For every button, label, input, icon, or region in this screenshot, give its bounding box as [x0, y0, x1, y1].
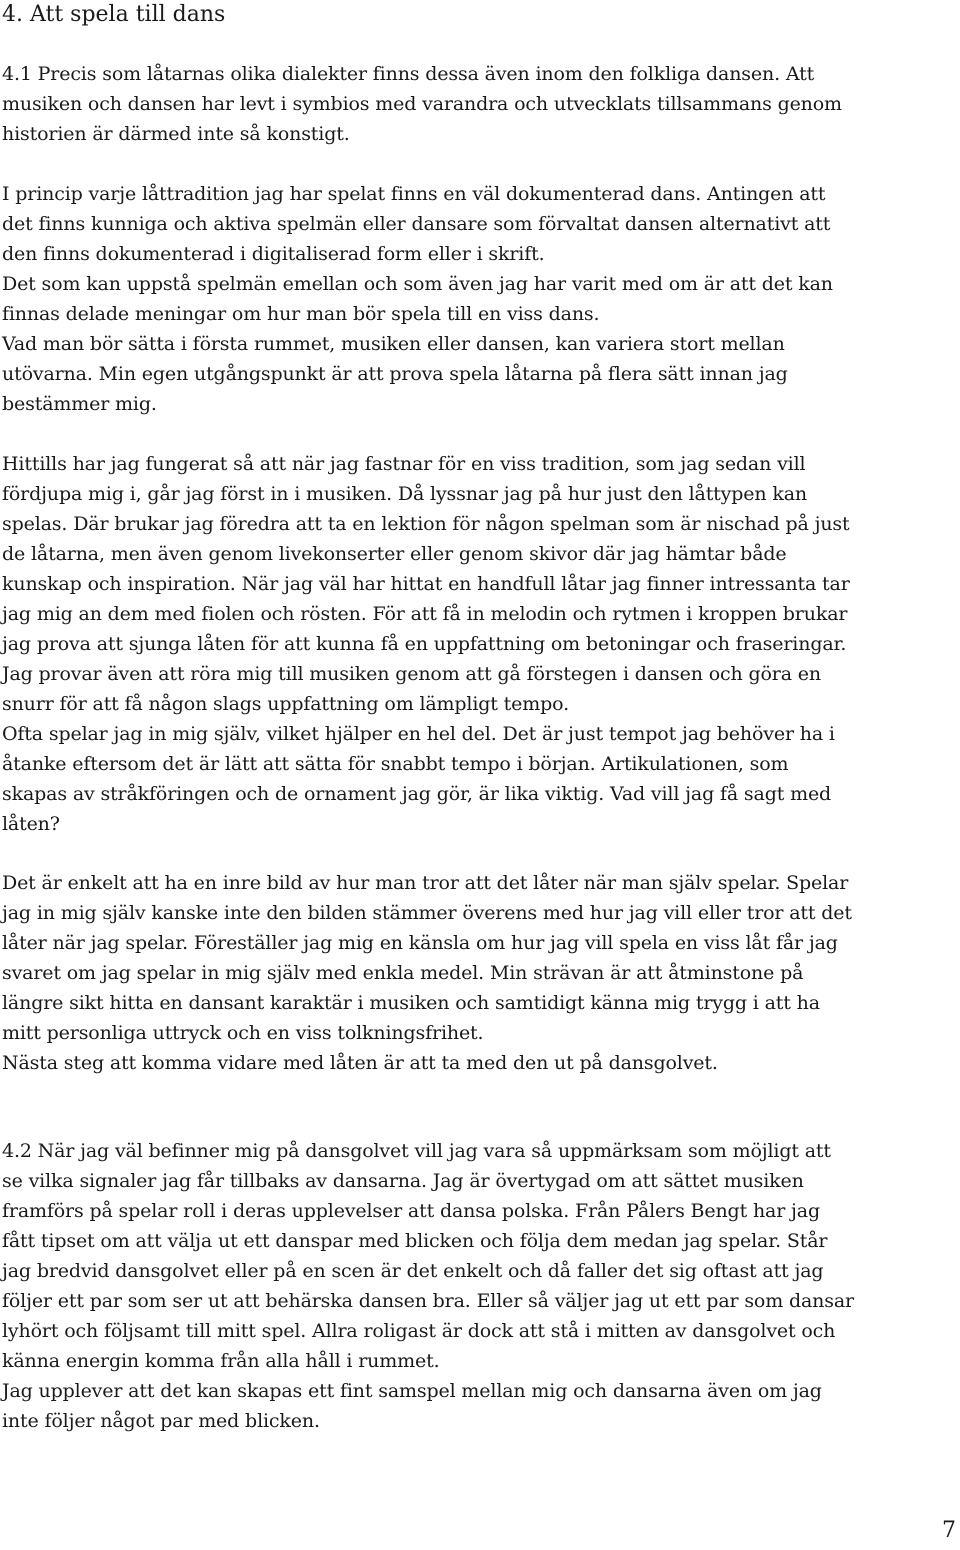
text-line: jag prova att sjunga låten för att kunna få en uppfattning om betoningar och fraseringar.	[2, 633, 847, 655]
text-line: jag bredvid dansgolvet eller på en scen är det enkelt och då faller det sig oftast att jag	[2, 1260, 824, 1282]
text-line: de låtarna, men även genom livekonserter eller genom skivor där jag hämtar både	[2, 543, 787, 565]
text-line: låter när jag spelar. Föreställer jag mig en känsla om hur jag vill spela en viss låt får jag	[2, 932, 838, 954]
text-line: längre sikt hitta en dansant karaktär i musiken och samtidigt känna mig trygg i att ha	[2, 992, 820, 1014]
text-line: utövarna. Min egen utgångspunkt är att prova spela låtarna på flera sätt innan jag	[2, 363, 788, 385]
text-line: I princip varje låttradition jag har spelat finns en väl dokumenterad dans. Antingen att	[2, 183, 826, 205]
text-line: fått tipset om att välja ut ett danspar med blicken och följa dem medan jag spelar. Står	[2, 1230, 828, 1252]
text-line: Det är enkelt att ha en inre bild av hur man tror att det låter när man själv spelar. Spelar	[2, 872, 849, 894]
text-line: den finns dokumenterad i digitaliserad form eller i skrift.	[2, 243, 545, 265]
text-line: 4.1 Precis som låtarnas olika dialekter finns dessa även inom den folkliga dansen. Att	[2, 63, 815, 85]
text-line: inte följer något par med blicken.	[2, 1410, 320, 1432]
text-line: 4.2 När jag väl befinner mig på dansgolvet vill jag vara så uppmärksam som möjligt att	[2, 1140, 831, 1162]
section-heading: 4. Att spela till dans	[2, 2, 226, 27]
text-line: jag in mig själv kanske inte den bilden stämmer överens med hur jag vill eller tror att det	[2, 902, 852, 924]
text-line: känna energin komma från alla håll i rummet.	[2, 1350, 440, 1372]
text-line: svaret om jag spelar in mig själv med enkla medel. Min strävan är att åtminstone på	[2, 962, 804, 984]
text-line: åtanke eftersom det är lätt att sätta för snabbt tempo i början. Artikulationen, som	[2, 753, 789, 775]
text-line: bestämmer mig.	[2, 393, 157, 415]
text-line: låten?	[2, 813, 60, 835]
text-line: Hittills har jag fungerat så att när jag fastnar för en viss tradition, som jag sedan vill	[2, 453, 806, 475]
text-line: se vilka signaler jag får tillbaks av dansarna. Jag är övertygad om att sättet musiken	[2, 1170, 804, 1192]
text-line: kunskap och inspiration. När jag väl har hittat en handfull låtar jag finner intressanta tar	[2, 573, 850, 595]
page-number: 7	[942, 1518, 956, 1543]
text-line: musiken och dansen har levt i symbios med varandra och utvecklats tillsammans genom	[2, 93, 842, 115]
text-line: framförs på spelar roll i deras upplevelser att dansa polska. Från Pålers Bengt har jag	[2, 1200, 820, 1222]
text-line: Det som kan uppstå spelmän emellan och som även jag har varit med om är att det kan	[2, 273, 833, 295]
text-line: skapas av stråkföringen och de ornament jag gör, är lika viktig. Vad vill jag få sagt med	[2, 783, 832, 805]
text-line: Jag provar även att röra mig till musiken genom att gå förstegen i dansen och göra en	[2, 663, 821, 685]
text-line: historien är därmed inte så konstigt.	[2, 123, 350, 145]
text-line: följer ett par som ser ut att behärska dansen bra. Eller så väljer jag ut ett par som dansar	[2, 1290, 854, 1312]
text-line: Nästa steg att komma vidare med låten är att ta med den ut på dansgolvet.	[2, 1052, 718, 1074]
text-line: spelas. Där brukar jag föredra att ta en lektion för någon spelman som är nischad på just	[2, 513, 850, 535]
text-line: mitt personliga uttryck och en viss tolkningsfrihet.	[2, 1022, 484, 1044]
text-line: det finns kunniga och aktiva spelmän eller dansare som förvaltat dansen alternativt att	[2, 213, 831, 235]
text-line: snurr för att få någon slags uppfattning om lämpligt tempo.	[2, 693, 569, 715]
text-line: fördjupa mig i, går jag först in i musiken. Då lyssnar jag på hur just den låttypen kan	[2, 483, 807, 505]
text-line: lyhört och följsamt till mitt spel. Allra roligast är dock att stå i mitten av dansgolvet och	[2, 1320, 836, 1342]
text-line: Jag upplever att det kan skapas ett fint samspel mellan mig och dansarna även om jag	[2, 1380, 822, 1402]
text-line: Vad man bör sätta i första rummet, musiken eller dansen, kan variera stort mellan	[2, 333, 785, 355]
text-line: finnas delade meningar om hur man bör spela till en viss dans.	[2, 303, 600, 325]
text-line: jag mig an dem med fiolen och rösten. För att få in melodin och rytmen i kroppen brukar	[2, 603, 848, 625]
text-line: Ofta spelar jag in mig själv, vilket hjälper en hel del. Det är just tempot jag behöver ha i	[2, 723, 835, 745]
